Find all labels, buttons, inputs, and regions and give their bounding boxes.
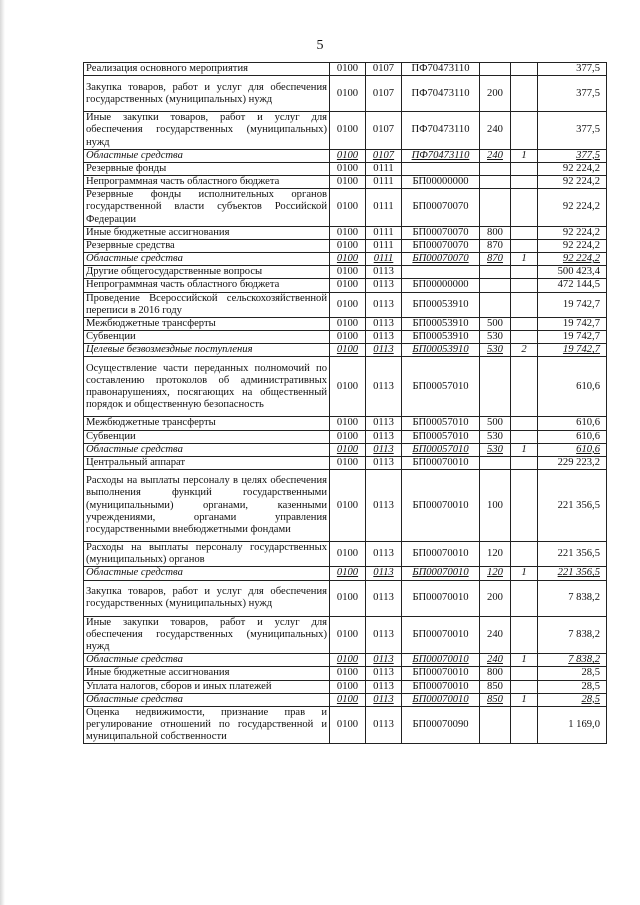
table-row (84, 162, 607, 175)
row-source (511, 417, 538, 430)
row-target-article: БП00057010 (402, 417, 480, 430)
table-row (84, 253, 607, 266)
row-section: 0100 (330, 667, 366, 680)
row-name: Субвенции (84, 430, 330, 443)
row-source: 1 (511, 693, 538, 706)
row-target-article: БП00053910 (402, 344, 480, 357)
row-section: 0100 (330, 443, 366, 456)
row-section: 0100 (330, 542, 366, 567)
row-subsection: 0113 (366, 567, 402, 580)
row-source (511, 430, 538, 443)
table-row (84, 456, 607, 469)
row-name: Иные закупки товаров, работ и услуг для обеспечения государственных (муниципальных) нужд (84, 616, 330, 654)
row-expense-type: 120 (480, 542, 511, 567)
table-row (84, 176, 607, 189)
row-subsection: 0111 (366, 253, 402, 266)
row-section: 0100 (330, 226, 366, 239)
row-name: Оценка недвижимости, признание прав и регулирование отношений по государственной и муниципальной собственности (84, 706, 330, 744)
row-section: 0100 (330, 567, 366, 580)
row-expense-type: 240 (480, 616, 511, 654)
row-amount: 472 144,5 (538, 279, 607, 292)
row-source (511, 162, 538, 175)
row-amount: 92 224,2 (538, 253, 607, 266)
row-subsection: 0113 (366, 680, 402, 693)
row-target-article: БП00070010 (402, 654, 480, 667)
row-source (511, 331, 538, 344)
row-source: 1 (511, 253, 538, 266)
row-section: 0100 (330, 189, 366, 227)
row-amount: 229 223,2 (538, 456, 607, 469)
row-source (511, 76, 538, 112)
row-amount: 92 224,2 (538, 189, 607, 227)
row-section: 0100 (330, 616, 366, 654)
row-target-article (402, 162, 480, 175)
table-row (84, 542, 607, 567)
row-amount: 610,6 (538, 443, 607, 456)
row-amount: 19 742,7 (538, 344, 607, 357)
row-subsection: 0113 (366, 616, 402, 654)
row-target-article: БП00070010 (402, 580, 480, 616)
row-target-article: БП00070070 (402, 239, 480, 252)
row-target-article: БП00053910 (402, 331, 480, 344)
row-target-article: БП00057010 (402, 357, 480, 417)
table-row (84, 693, 607, 706)
row-source (511, 112, 538, 150)
row-target-article: БП00070010 (402, 680, 480, 693)
row-expense-type: 200 (480, 580, 511, 616)
row-amount: 610,6 (538, 417, 607, 430)
row-expense-type (480, 63, 511, 76)
row-target-article: БП00000000 (402, 176, 480, 189)
row-subsection: 0113 (366, 456, 402, 469)
row-section: 0100 (330, 279, 366, 292)
row-subsection: 0113 (366, 331, 402, 344)
row-subsection: 0113 (366, 266, 402, 279)
row-subsection: 0113 (366, 470, 402, 542)
row-source (511, 542, 538, 567)
row-section: 0100 (330, 357, 366, 417)
row-section: 0100 (330, 266, 366, 279)
row-amount: 19 742,7 (538, 292, 607, 317)
budget-table (83, 62, 607, 744)
row-section: 0100 (330, 706, 366, 744)
row-name: Иные бюджетные ассигнования (84, 226, 330, 239)
row-section: 0100 (330, 253, 366, 266)
row-name: Областные средства (84, 654, 330, 667)
row-name: Областные средства (84, 693, 330, 706)
row-expense-type: 500 (480, 417, 511, 430)
row-subsection: 0107 (366, 112, 402, 150)
row-name: Центральный аппарат (84, 456, 330, 469)
table-row (84, 357, 607, 417)
table-row (84, 680, 607, 693)
row-source (511, 239, 538, 252)
scan-edge (0, 0, 5, 905)
row-section: 0100 (330, 693, 366, 706)
row-subsection: 0113 (366, 654, 402, 667)
row-name: Резервные фонды (84, 162, 330, 175)
row-subsection: 0111 (366, 226, 402, 239)
row-amount: 377,5 (538, 76, 607, 112)
row-expense-type (480, 162, 511, 175)
row-expense-type: 530 (480, 344, 511, 357)
table-row (84, 567, 607, 580)
table-row (84, 430, 607, 443)
row-amount: 92 224,2 (538, 239, 607, 252)
row-target-article: БП00057010 (402, 443, 480, 456)
row-expense-type: 800 (480, 226, 511, 239)
row-expense-type: 850 (480, 680, 511, 693)
row-source (511, 456, 538, 469)
row-section: 0100 (330, 176, 366, 189)
row-name: Целевые безвозмездные поступления (84, 344, 330, 357)
row-subsection: 0111 (366, 239, 402, 252)
row-amount: 221 356,5 (538, 542, 607, 567)
row-target-article: БП00070070 (402, 226, 480, 239)
row-name: Областные средства (84, 253, 330, 266)
table-row (84, 292, 607, 317)
row-target-article: БП00053910 (402, 292, 480, 317)
row-amount: 377,5 (538, 149, 607, 162)
row-expense-type (480, 292, 511, 317)
row-name: Субвенции (84, 331, 330, 344)
row-target-article: БП00070010 (402, 616, 480, 654)
table-row (84, 279, 607, 292)
row-target-article: БП00070010 (402, 567, 480, 580)
row-target-article: БП00070090 (402, 706, 480, 744)
row-amount: 377,5 (538, 63, 607, 76)
row-section: 0100 (330, 63, 366, 76)
row-subsection: 0111 (366, 189, 402, 227)
row-target-article: ПФ70473110 (402, 112, 480, 150)
row-section: 0100 (330, 292, 366, 317)
page-number: 5 (316, 38, 324, 53)
row-amount: 92 224,2 (538, 226, 607, 239)
row-expense-type: 240 (480, 149, 511, 162)
table-row (84, 112, 607, 150)
row-amount: 28,5 (538, 680, 607, 693)
row-section: 0100 (330, 680, 366, 693)
row-target-article: ПФ70473110 (402, 76, 480, 112)
row-amount: 610,6 (538, 357, 607, 417)
row-source (511, 279, 538, 292)
row-source: 1 (511, 654, 538, 667)
row-expense-type: 240 (480, 112, 511, 150)
row-name: Резервные средства (84, 239, 330, 252)
row-source (511, 470, 538, 542)
row-source (511, 680, 538, 693)
row-subsection: 0111 (366, 162, 402, 175)
row-subsection: 0113 (366, 693, 402, 706)
row-name: Межбюджетные трансферты (84, 417, 330, 430)
row-subsection: 0113 (366, 344, 402, 357)
row-target-article: БП00070010 (402, 667, 480, 680)
row-name: Иные закупки товаров, работ и услуг для обеспечения государственных (муниципальных) нужд (84, 112, 330, 150)
row-source (511, 176, 538, 189)
row-subsection: 0113 (366, 667, 402, 680)
row-name: Проведение Всероссийской сельскохозяйственной переписи в 2016 году (84, 292, 330, 317)
row-source: 1 (511, 443, 538, 456)
row-amount: 1 169,0 (538, 706, 607, 744)
row-section: 0100 (330, 580, 366, 616)
table-row (84, 317, 607, 330)
row-name: Уплата налогов, сборов и иных платежей (84, 680, 330, 693)
table-row (84, 580, 607, 616)
row-expense-type (480, 357, 511, 417)
row-expense-type: 200 (480, 76, 511, 112)
row-source (511, 189, 538, 227)
table-row (84, 344, 607, 357)
row-source (511, 292, 538, 317)
row-subsection: 0113 (366, 430, 402, 443)
row-subsection: 0113 (366, 357, 402, 417)
row-expense-type: 870 (480, 253, 511, 266)
row-source (511, 706, 538, 744)
row-expense-type: 100 (480, 470, 511, 542)
row-name: Закупка товаров, работ и услуг для обеспечения государственных (муниципальных) нужд (84, 76, 330, 112)
row-expense-type: 240 (480, 654, 511, 667)
row-expense-type: 800 (480, 667, 511, 680)
row-name: Другие общегосударственные вопросы (84, 266, 330, 279)
row-subsection: 0113 (366, 317, 402, 330)
row-expense-type: 870 (480, 239, 511, 252)
row-section: 0100 (330, 112, 366, 150)
row-amount: 221 356,5 (538, 470, 607, 542)
row-amount: 221 356,5 (538, 567, 607, 580)
row-amount: 377,5 (538, 112, 607, 150)
row-target-article: БП00070010 (402, 542, 480, 567)
row-subsection: 0107 (366, 149, 402, 162)
row-subsection: 0107 (366, 76, 402, 112)
row-expense-type (480, 266, 511, 279)
row-name: Закупка товаров, работ и услуг для обеспечения государственных (муниципальных) нужд (84, 580, 330, 616)
row-target-article: БП00057010 (402, 430, 480, 443)
row-amount: 500 423,4 (538, 266, 607, 279)
row-target-article: БП00070070 (402, 253, 480, 266)
row-expense-type: 120 (480, 567, 511, 580)
row-section: 0100 (330, 239, 366, 252)
table-row (84, 654, 607, 667)
row-target-article: БП00070070 (402, 189, 480, 227)
row-subsection: 0113 (366, 580, 402, 616)
row-amount: 92 224,2 (538, 176, 607, 189)
row-amount: 7 838,2 (538, 654, 607, 667)
row-amount: 610,6 (538, 430, 607, 443)
row-name: Расходы на выплаты персоналу в целях обеспечения выполнения функций государственными (муниципальными) органами, казенными учреждениями, органами управления государственными внебюджетными фондами (84, 470, 330, 542)
row-target-article: БП00070010 (402, 693, 480, 706)
row-source (511, 266, 538, 279)
row-source (511, 616, 538, 654)
row-subsection: 0113 (366, 542, 402, 567)
row-amount: 19 742,7 (538, 317, 607, 330)
row-subsection: 0113 (366, 279, 402, 292)
row-target-article: ПФ70473110 (402, 63, 480, 76)
table-row (84, 76, 607, 112)
row-target-article: БП00070010 (402, 470, 480, 542)
row-name: Непрограммная часть областного бюджета (84, 279, 330, 292)
row-section: 0100 (330, 417, 366, 430)
row-section: 0100 (330, 162, 366, 175)
row-name: Иные бюджетные ассигнования (84, 667, 330, 680)
table-row (84, 443, 607, 456)
row-expense-type: 500 (480, 317, 511, 330)
row-expense-type (480, 456, 511, 469)
table-row (84, 417, 607, 430)
row-amount: 19 742,7 (538, 331, 607, 344)
row-target-article: БП00070010 (402, 456, 480, 469)
table-row (84, 470, 607, 542)
row-section: 0100 (330, 430, 366, 443)
table-row (84, 266, 607, 279)
row-source (511, 63, 538, 76)
row-name: Расходы на выплаты персоналу государственных (муниципальных) органов (84, 542, 330, 567)
table-row (84, 667, 607, 680)
row-expense-type (480, 706, 511, 744)
row-section: 0100 (330, 456, 366, 469)
row-amount: 28,5 (538, 667, 607, 680)
table-row (84, 63, 607, 76)
row-target-article: БП00000000 (402, 279, 480, 292)
row-subsection: 0113 (366, 706, 402, 744)
row-section: 0100 (330, 470, 366, 542)
row-expense-type: 530 (480, 331, 511, 344)
row-target-article: БП00053910 (402, 317, 480, 330)
table-row (84, 239, 607, 252)
row-target-article (402, 266, 480, 279)
row-section: 0100 (330, 331, 366, 344)
row-expense-type (480, 189, 511, 227)
row-source (511, 226, 538, 239)
row-source (511, 580, 538, 616)
row-name: Непрограммная часть областного бюджета (84, 176, 330, 189)
row-source: 1 (511, 567, 538, 580)
table-row (84, 616, 607, 654)
row-source: 1 (511, 149, 538, 162)
row-name: Областные средства (84, 567, 330, 580)
table-row (84, 149, 607, 162)
row-amount: 7 838,2 (538, 580, 607, 616)
row-section: 0100 (330, 344, 366, 357)
row-name: Осуществление части переданных полномочий по составлению протоколов об административных правонарушениях, посягающих на общественный порядок и общественную безопасность (84, 357, 330, 417)
row-subsection: 0113 (366, 292, 402, 317)
row-expense-type: 530 (480, 430, 511, 443)
row-amount: 7 838,2 (538, 616, 607, 654)
table-row (84, 706, 607, 744)
table-row (84, 331, 607, 344)
table-row (84, 189, 607, 227)
row-name: Резервные фонды исполнительных органов государственной власти субъектов Российской Федерации (84, 189, 330, 227)
row-amount: 92 224,2 (538, 162, 607, 175)
row-expense-type (480, 279, 511, 292)
row-section: 0100 (330, 317, 366, 330)
row-source (511, 317, 538, 330)
row-subsection: 0113 (366, 443, 402, 456)
row-subsection: 0111 (366, 176, 402, 189)
row-source (511, 357, 538, 417)
row-subsection: 0113 (366, 417, 402, 430)
row-section: 0100 (330, 76, 366, 112)
row-source (511, 667, 538, 680)
row-section: 0100 (330, 654, 366, 667)
row-subsection: 0107 (366, 63, 402, 76)
row-target-article: ПФ70473110 (402, 149, 480, 162)
row-name: Реализация основного мероприятия (84, 63, 330, 76)
row-expense-type: 530 (480, 443, 511, 456)
row-source: 2 (511, 344, 538, 357)
row-name: Межбюджетные трансферты (84, 317, 330, 330)
row-expense-type (480, 176, 511, 189)
row-name: Областные средства (84, 149, 330, 162)
table-row (84, 226, 607, 239)
row-amount: 28,5 (538, 693, 607, 706)
row-name: Областные средства (84, 443, 330, 456)
row-section: 0100 (330, 149, 366, 162)
row-expense-type: 850 (480, 693, 511, 706)
